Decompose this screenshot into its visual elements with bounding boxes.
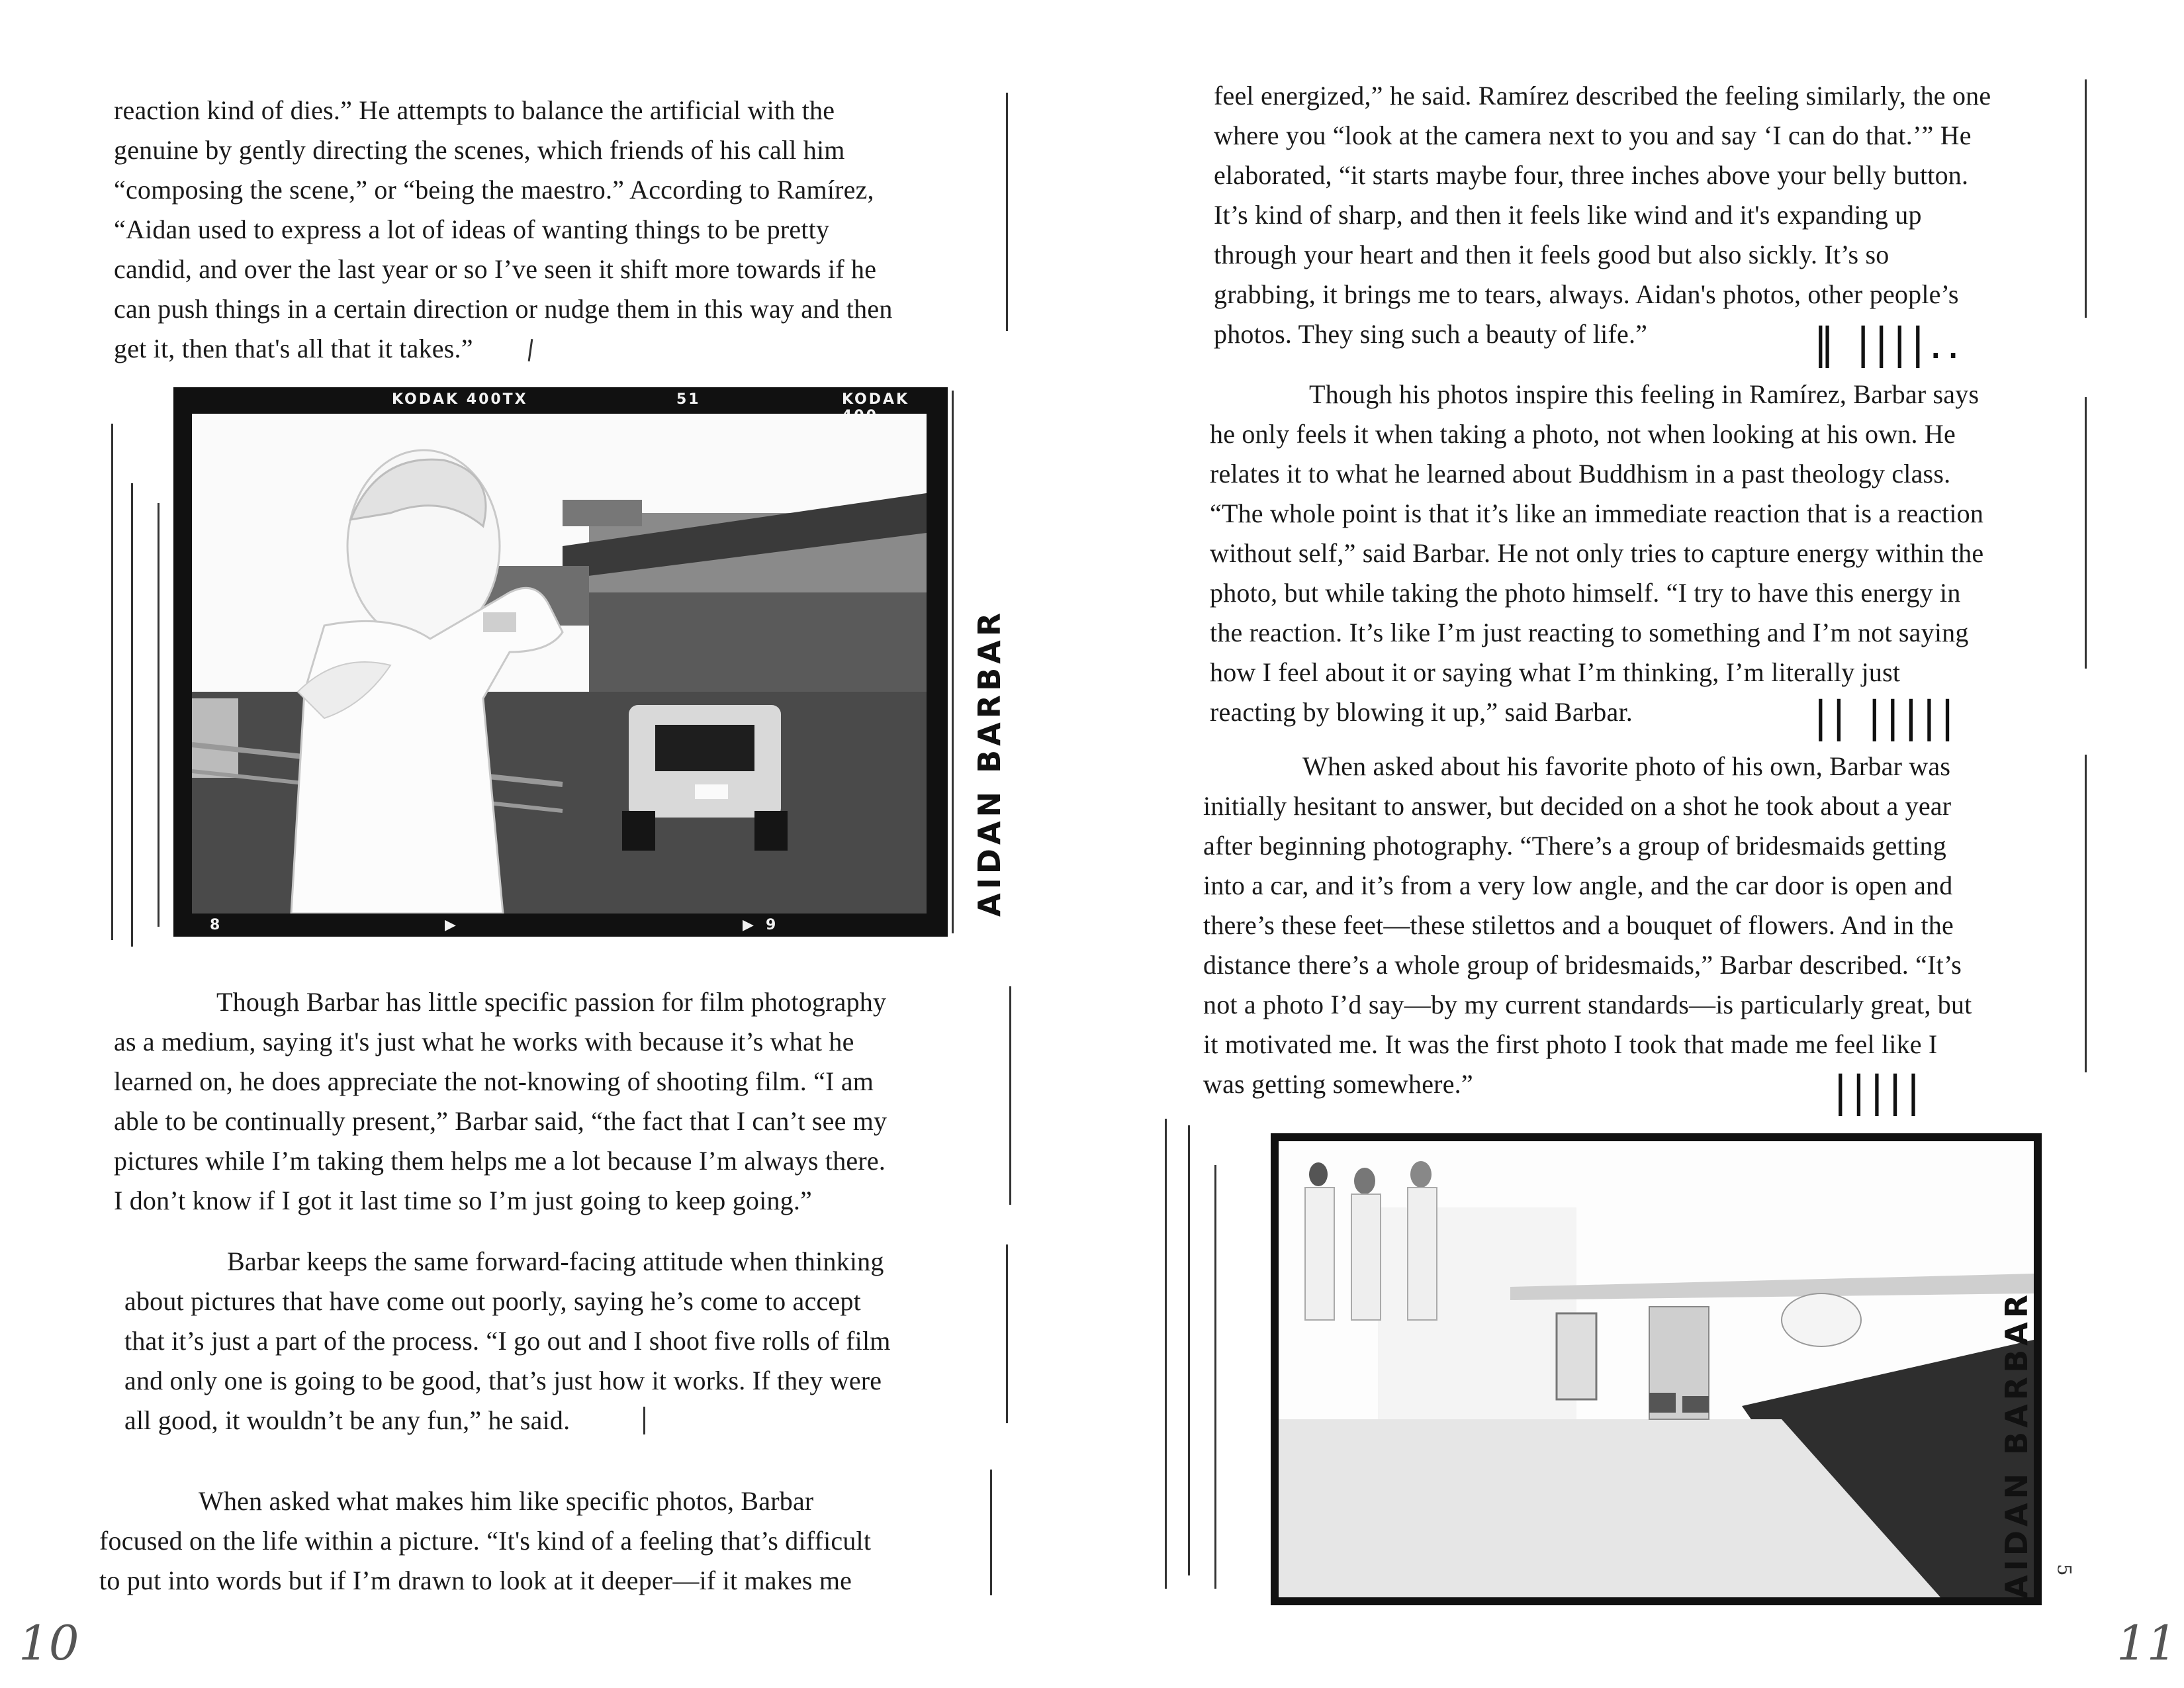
text-line: focused on the life within a picture. “It's kind of a feeling that’s difficult	[99, 1526, 872, 1556]
text-line: genuine by gently directing the scenes, which friends of his call him	[114, 135, 845, 165]
text-line: photo, but while taking the photo himself. “I try to have this energy in	[1210, 578, 1961, 608]
margin-mark	[1165, 1119, 1167, 1589]
text-line: how I feel about it or saying what I’m thinking, I’m literally just	[1210, 657, 1901, 687]
photo-credit: AIDAN BARBAR	[1999, 1290, 2034, 1599]
right-paragraph-1	[1214, 76, 1991, 354]
text-line: relates it to what he learned about Buddhism in a past theology class.	[1210, 459, 1951, 489]
margin-mark	[111, 424, 113, 940]
right-paragraph-2	[1210, 375, 1983, 732]
text-line: was getting somewhere.”	[1203, 1069, 1473, 1099]
text-line: can push things in a certain direction or nudge them in this way and then	[114, 294, 893, 324]
text-line: all good, it wouldn’t be any fun,” he said.	[124, 1405, 570, 1435]
text-line: about pictures that have come out poorly, saying he’s come to accept	[124, 1286, 861, 1316]
left-paragraph-2	[114, 982, 887, 1221]
film-edge-label: KODAK	[842, 391, 910, 408]
margin-mark	[1188, 1125, 1190, 1575]
text-line: It’s kind of sharp, and then it feels like wind and it's expanding up	[1214, 200, 1922, 230]
text-line: not a photo I’d say—by my current standards—is particularly great, but	[1203, 990, 1972, 1019]
frame-number: 9	[766, 917, 778, 933]
text-line: pictures while I’m taking them helps me a lot because I’m always there.	[114, 1146, 886, 1176]
margin-mark	[1009, 986, 1011, 1205]
text-line: learned on, he does appreciate the not-knowing of shooting film. “I am	[114, 1066, 874, 1096]
left-paragraph-3	[124, 1242, 891, 1440]
text-line: When asked about his favorite photo of his own, Barbar was	[1302, 751, 1951, 781]
text-line: reacting by blowing it up,” said Barbar.	[1210, 697, 1633, 727]
text-line: Though his photos inspire this feeling in Ramírez, Barbar says	[1309, 379, 1979, 409]
left-paragraph-4	[99, 1481, 871, 1601]
margin-mark	[952, 391, 954, 933]
frame-arrow: ▶	[445, 917, 458, 933]
portrait-scene	[192, 414, 927, 914]
film-edge-label: 51	[676, 391, 701, 408]
tally-marks-icon: |||||	[1833, 1068, 1925, 1117]
text-line: and only one is going to be good, that’s just how it works. If they were	[124, 1366, 882, 1395]
tally-marks-icon: || |||||	[1813, 693, 1959, 742]
text-line: I don’t know if I got it last time so I’m just going to keep going.”	[114, 1186, 812, 1215]
bridesmaids-scene	[1279, 1141, 2034, 1597]
text-line: through your heart and then it feels good but also sickly. It’s so	[1214, 240, 1889, 269]
page-number: 10	[19, 1615, 79, 1671]
text-line: the reaction. It’s like I’m just reacting to something and I’m not saying	[1210, 618, 1969, 647]
text-line: able to be continually present,” Barbar said, “the fact that I can’t see my	[114, 1106, 887, 1136]
text-line: where you “look at the camera next to you and say ‘I can do that.’” He	[1214, 120, 1972, 150]
text-line: grabbing, it brings me to tears, always. Aidan's photos, other people’s	[1214, 279, 1959, 309]
side-number: 5	[2053, 1564, 2075, 1576]
photo-image	[1279, 1141, 2034, 1597]
text-line: get it, then that's all that it takes.”	[114, 334, 473, 363]
text-line: “The whole point is that it’s like an immediate reaction that is a reaction	[1210, 498, 1984, 528]
right-paragraph-3	[1203, 747, 1972, 1104]
text-line: photos. They sing such a beauty of life.”	[1214, 319, 1648, 349]
text-line: there’s these feet—these stilettos and a bouquet of flowers. And in the	[1203, 910, 1954, 940]
margin-mark	[2085, 755, 2087, 1072]
text-line: feel energized,” he said. Ramírez described the feeling similarly, the one	[1214, 81, 1991, 111]
margin-mark	[990, 1470, 992, 1595]
text-line: When asked what makes him like specific photos, Barbar	[199, 1486, 814, 1516]
text-line: to put into words but if I’m drawn to look at it deeper—if it makes me	[99, 1566, 852, 1595]
left-paragraph-1	[114, 91, 893, 369]
page-number: 11	[2116, 1615, 2177, 1671]
margin-mark	[643, 1407, 645, 1434]
text-line: elaborated, “it starts maybe four, three inches above your belly button.	[1214, 160, 1969, 190]
photo-credit: AIDAN BARBAR	[972, 608, 1007, 917]
text-line: “composing the scene,” or “being the maestro.” According to Ramírez,	[114, 175, 874, 205]
margin-mark	[2085, 79, 2087, 318]
frame-arrow: ▶	[743, 917, 756, 933]
right-page	[1092, 0, 2184, 1688]
film-photo-portrait	[173, 387, 948, 937]
text-line: reaction kind of dies.” He attempts to balance the artificial with the	[114, 95, 835, 125]
margin-mark	[131, 483, 133, 947]
text-line: without self,” said Barbar. He not only tries to capture energy within the	[1210, 538, 1984, 568]
text-line: that it’s just a part of the process. “I go out and I shoot five rolls of film	[124, 1326, 891, 1356]
film-edge-label: KODAK 400TX	[392, 391, 528, 408]
text-line: it motivated me. It was the first photo I took that made me feel like I	[1203, 1029, 1938, 1059]
text-line: distance there’s a whole group of bridesmaids,” Barbar described. “It’s	[1203, 950, 1962, 980]
frame-number: 8	[210, 917, 222, 933]
text-line: “Aidan used to express a lot of ideas of wanting things to be pretty	[114, 214, 830, 244]
text-line: Though Barbar has little specific passion for film photography	[216, 987, 887, 1017]
text-line: Barbar keeps the same forward-facing attitude when thinking	[227, 1246, 884, 1276]
margin-mark	[1214, 1165, 1216, 1589]
text-line: initially hesitant to answer, but decided on a shot he took about a year	[1203, 791, 1952, 821]
margin-mark	[1006, 93, 1008, 331]
text-line: as a medium, saying it's just what he works with because it’s what he	[114, 1027, 854, 1056]
text-line: he only feels it when taking a photo, not when looking at his own. He	[1210, 419, 1956, 449]
tally-marks-icon: ‖ ||||..	[1813, 320, 1964, 369]
margin-mark	[158, 503, 159, 927]
text-line: into a car, and it’s from a very low angle, and the car door is open and	[1203, 870, 1953, 900]
photo-image	[192, 414, 927, 914]
margin-mark	[1006, 1244, 1008, 1423]
text-line: after beginning photography. “There’s a group of bridesmaids getting	[1203, 831, 1946, 861]
margin-mark	[2085, 397, 2087, 669]
text-line: candid, and over the last year or so I’ve seen it shift more towards if he	[114, 254, 877, 284]
film-photo-bridesmaids	[1271, 1133, 2042, 1605]
